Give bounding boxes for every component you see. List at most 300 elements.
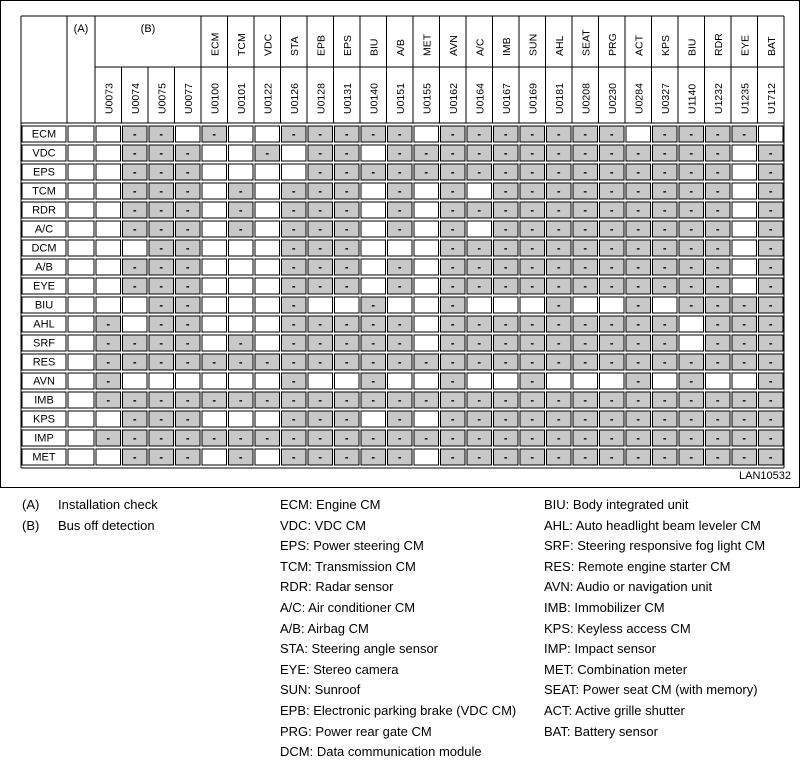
check-cell	[308, 297, 333, 313]
dash-mark: -	[424, 432, 429, 445]
dash-mark: -	[397, 451, 402, 464]
dash-mark: -	[318, 128, 323, 141]
legend-abbrev-item: VDC: VDC CM	[280, 517, 366, 533]
dash-mark: -	[742, 356, 747, 369]
dash-mark: -	[159, 242, 164, 255]
figure-id: LAN10532	[739, 470, 791, 482]
dtc-code-label: U0164	[474, 83, 487, 114]
check-cell	[149, 373, 174, 389]
check-cell	[467, 297, 492, 313]
dash-mark: -	[662, 318, 667, 331]
dash-mark: -	[318, 261, 323, 274]
check-cell	[68, 392, 94, 408]
dash-mark: -	[265, 432, 270, 445]
dash-mark: -	[689, 261, 694, 274]
dtc-code-label: U0284	[633, 83, 646, 114]
dash-mark: -	[715, 128, 720, 141]
dtc-code-label: U0155	[421, 83, 434, 114]
dash-mark: -	[344, 185, 349, 198]
dash-mark: -	[397, 261, 402, 274]
dash-mark: -	[715, 242, 720, 255]
dash-mark: -	[185, 185, 190, 198]
check-cell	[96, 259, 121, 275]
dtc-code-label: U0128	[315, 83, 328, 114]
legend-abbrev-item: STA: Steering angle sensor	[280, 641, 439, 657]
check-cell	[679, 316, 704, 332]
dash-mark: -	[609, 204, 614, 217]
dash-mark: -	[185, 147, 190, 160]
check-cell	[229, 240, 254, 256]
dash-mark: -	[583, 204, 588, 217]
dash-mark: -	[477, 128, 482, 141]
dtc-code-label: U0074	[129, 83, 142, 114]
check-cell	[229, 297, 254, 313]
check-cell	[414, 335, 439, 351]
dash-mark: -	[450, 204, 455, 217]
column-group-label: EPS	[341, 34, 354, 56]
check-cell	[732, 164, 757, 180]
dash-mark: -	[238, 394, 243, 407]
dash-mark: -	[636, 185, 641, 198]
dash-mark: -	[715, 394, 720, 407]
dash-mark: -	[609, 223, 614, 236]
check-cell	[123, 316, 148, 332]
dash-mark: -	[344, 337, 349, 350]
check-cell	[414, 316, 439, 332]
dash-mark: -	[477, 166, 482, 179]
dash-mark: -	[265, 356, 270, 369]
dash-mark: -	[185, 394, 190, 407]
dash-mark: -	[291, 337, 296, 350]
check-cell	[335, 373, 360, 389]
dash-mark: -	[503, 204, 508, 217]
dash-mark: -	[583, 261, 588, 274]
dash-mark: -	[503, 451, 508, 464]
check-cell	[96, 183, 121, 199]
dash-mark: -	[768, 356, 773, 369]
dash-mark: -	[556, 337, 561, 350]
check-cell	[361, 145, 386, 161]
check-cell	[732, 202, 757, 218]
check-cell	[361, 240, 386, 256]
dtc-code-label: U0140	[368, 83, 381, 114]
check-cell	[653, 373, 678, 389]
dash-mark: -	[477, 394, 482, 407]
dash-mark: -	[583, 432, 588, 445]
dash-mark: -	[556, 280, 561, 293]
dash-mark: -	[159, 394, 164, 407]
dash-mark: -	[662, 128, 667, 141]
dash-mark: -	[106, 318, 111, 331]
dash-mark: -	[768, 204, 773, 217]
dash-mark: -	[291, 394, 296, 407]
check-cell	[255, 202, 280, 218]
check-cell	[626, 126, 651, 142]
dash-mark: -	[318, 242, 323, 255]
dtc-code-label: U1235	[739, 83, 752, 114]
check-cell	[68, 164, 94, 180]
dash-mark: -	[132, 185, 137, 198]
legend-abbrev-item: AVN: Audio or navigation unit	[544, 579, 713, 595]
check-cell	[96, 278, 121, 294]
dash-mark: -	[556, 451, 561, 464]
dash-mark: -	[556, 242, 561, 255]
check-cell	[229, 411, 254, 427]
check-cell	[255, 221, 280, 237]
dash-mark: -	[318, 185, 323, 198]
dash-mark: -	[768, 185, 773, 198]
dash-mark: -	[212, 128, 217, 141]
dash-mark: -	[450, 337, 455, 350]
dash-mark: -	[344, 147, 349, 160]
dash-mark: -	[318, 394, 323, 407]
check-cell	[255, 449, 280, 465]
dtc-code-label: U0101	[235, 83, 248, 114]
dash-mark: -	[477, 280, 482, 293]
dash-mark: -	[132, 280, 137, 293]
column-group-label: BIU	[686, 38, 699, 56]
dash-mark: -	[291, 185, 296, 198]
check-cell	[255, 278, 280, 294]
dash-mark: -	[583, 280, 588, 293]
dash-mark: -	[159, 261, 164, 274]
row-label: A/C	[34, 223, 54, 236]
dash-mark: -	[768, 413, 773, 426]
check-cell	[96, 202, 121, 218]
check-cell	[68, 335, 94, 351]
dash-mark: -	[768, 242, 773, 255]
dtc-code-label: U0208	[580, 83, 593, 114]
dash-mark: -	[106, 337, 111, 350]
dash-mark: -	[662, 394, 667, 407]
check-cell	[68, 354, 94, 370]
dash-mark: -	[185, 299, 190, 312]
dash-mark: -	[768, 318, 773, 331]
dash-mark: -	[583, 394, 588, 407]
dash-mark: -	[768, 432, 773, 445]
dash-mark: -	[503, 128, 508, 141]
dash-mark: -	[477, 261, 482, 274]
dash-mark: -	[106, 394, 111, 407]
dash-mark: -	[185, 356, 190, 369]
legend-ab-code: (A)	[22, 497, 40, 512]
dash-mark: -	[609, 185, 614, 198]
dash-mark: -	[636, 356, 641, 369]
dash-mark: -	[689, 280, 694, 293]
check-cell	[388, 240, 413, 256]
dtc-code-label: U0162	[447, 83, 460, 114]
dash-mark: -	[450, 242, 455, 255]
dash-mark: -	[609, 128, 614, 141]
check-cell	[573, 373, 598, 389]
dash-mark: -	[185, 261, 190, 274]
dash-mark: -	[556, 223, 561, 236]
check-cell	[255, 240, 280, 256]
dtc-code-label: U0075	[156, 83, 169, 114]
check-cell	[282, 145, 307, 161]
dash-mark: -	[530, 318, 535, 331]
row-label: EYE	[32, 280, 56, 293]
column-group-label: MET	[421, 33, 434, 56]
legend-abbrev-item: RDR: Radar sensor	[280, 579, 394, 595]
check-cell	[68, 240, 94, 256]
check-cell	[414, 259, 439, 275]
check-cell	[202, 297, 227, 313]
check-cell	[706, 373, 731, 389]
check-cell	[414, 373, 439, 389]
dash-mark: -	[768, 261, 773, 274]
dash-mark: -	[530, 451, 535, 464]
dash-mark: -	[662, 261, 667, 274]
legend-abbrev-item: EYE: Stereo camera	[280, 661, 399, 677]
dash-mark: -	[185, 242, 190, 255]
legend-ab-text: Installation check	[58, 497, 158, 512]
dash-mark: -	[344, 223, 349, 236]
dash-mark: -	[503, 147, 508, 160]
dash-mark: -	[238, 204, 243, 217]
dash-mark: -	[583, 223, 588, 236]
legend-abbrev-item: SUN: Sunroof	[280, 682, 361, 698]
column-group-label: STA	[288, 36, 301, 56]
check-cell	[308, 373, 333, 389]
dash-mark: -	[503, 166, 508, 179]
check-cell	[653, 297, 678, 313]
check-cell	[732, 221, 757, 237]
check-cell	[255, 316, 280, 332]
check-cell	[202, 202, 227, 218]
dash-mark: -	[715, 166, 720, 179]
check-cell	[96, 240, 121, 256]
dash-mark: -	[291, 356, 296, 369]
check-cell	[68, 259, 94, 275]
check-cell	[414, 240, 439, 256]
dash-mark: -	[450, 413, 455, 426]
dash-mark: -	[583, 185, 588, 198]
dash-mark: -	[662, 166, 667, 179]
column-group-label: BAT	[765, 36, 778, 56]
dash-mark: -	[291, 280, 296, 293]
dash-mark: -	[503, 280, 508, 293]
dash-mark: -	[689, 356, 694, 369]
legend-abbrev-item: KPS: Keyless access CM	[544, 620, 691, 636]
dash-mark: -	[662, 242, 667, 255]
dash-mark: -	[742, 413, 747, 426]
dash-mark: -	[530, 261, 535, 274]
dash-mark: -	[159, 337, 164, 350]
check-cell	[123, 373, 148, 389]
dash-mark: -	[265, 147, 270, 160]
dash-mark: -	[185, 204, 190, 217]
dtc-code-label: U1232	[712, 83, 725, 114]
dash-mark: -	[609, 394, 614, 407]
dash-mark: -	[768, 166, 773, 179]
dash-mark: -	[371, 166, 376, 179]
check-cell	[68, 373, 94, 389]
legend-abbrev-item: A/C: Air conditioner CM	[280, 600, 416, 615]
dash-mark: -	[503, 432, 508, 445]
dash-mark: -	[450, 451, 455, 464]
dash-mark: -	[689, 147, 694, 160]
dash-mark: -	[185, 432, 190, 445]
check-cell	[732, 183, 757, 199]
dash-mark: -	[689, 185, 694, 198]
dtc-code-label: U0181	[553, 83, 566, 114]
dash-mark: -	[185, 337, 190, 350]
dash-mark: -	[715, 337, 720, 350]
dash-mark: -	[742, 394, 747, 407]
dash-mark: -	[477, 242, 482, 255]
dash-mark: -	[212, 356, 217, 369]
dash-mark: -	[715, 432, 720, 445]
check-cell	[68, 430, 94, 446]
column-group-label: VDC	[262, 33, 275, 56]
dash-mark: -	[503, 223, 508, 236]
legend-abbrev-item: SRF: Steering responsive fog light CM	[544, 538, 766, 554]
dash-mark: -	[132, 356, 137, 369]
installation-check-label: (A)	[73, 23, 89, 35]
dash-mark: -	[238, 451, 243, 464]
dash-mark: -	[318, 432, 323, 445]
dash-mark: -	[371, 318, 376, 331]
column-group-label: AHL	[553, 35, 566, 56]
check-cell	[202, 411, 227, 427]
check-cell	[202, 335, 227, 351]
dash-mark: -	[636, 451, 641, 464]
check-cell	[255, 411, 280, 427]
dash-mark: -	[689, 242, 694, 255]
check-cell	[361, 221, 386, 237]
check-cell	[68, 316, 94, 332]
check-cell	[202, 373, 227, 389]
check-cell	[68, 221, 94, 237]
check-cell	[229, 164, 254, 180]
dash-mark: -	[238, 337, 243, 350]
dash-mark: -	[106, 375, 111, 388]
dash-mark: -	[159, 128, 164, 141]
dash-mark: -	[583, 356, 588, 369]
dash-mark: -	[344, 318, 349, 331]
column-group-label: IMB	[500, 37, 513, 56]
dash-mark: -	[397, 166, 402, 179]
dash-mark: -	[768, 451, 773, 464]
dash-mark: -	[503, 261, 508, 274]
check-cell	[202, 183, 227, 199]
dash-mark: -	[609, 242, 614, 255]
dash-mark: -	[450, 185, 455, 198]
dash-mark: -	[132, 128, 137, 141]
column-group-label: A/B	[394, 39, 407, 56]
dash-mark: -	[477, 204, 482, 217]
dash-mark: -	[424, 394, 429, 407]
dash-mark: -	[609, 318, 614, 331]
dash-mark: -	[689, 128, 694, 141]
dash-mark: -	[185, 280, 190, 293]
legend-ab-code: (B)	[22, 518, 40, 533]
legend-ab-item	[22, 516, 155, 536]
dash-mark: -	[132, 223, 137, 236]
dtc-code-label: U1140	[686, 83, 699, 114]
dash-mark: -	[238, 356, 243, 369]
dash-mark: -	[768, 394, 773, 407]
dash-mark: -	[768, 223, 773, 236]
check-cell	[123, 297, 148, 313]
dash-mark: -	[424, 356, 429, 369]
dash-mark: -	[689, 166, 694, 179]
legend-abbrev-item: ECM: Engine CM	[280, 497, 381, 512]
dash-mark: -	[689, 375, 694, 388]
dash-mark: -	[238, 223, 243, 236]
dash-mark: -	[371, 299, 376, 312]
check-cell	[176, 373, 201, 389]
bus-off-label: (B)	[140, 23, 156, 35]
dash-mark: -	[291, 451, 296, 464]
row-label: EPS	[32, 166, 56, 179]
dash-mark: -	[556, 413, 561, 426]
column-group-label: EPB	[315, 34, 328, 56]
dash-mark: -	[662, 337, 667, 350]
dash-mark: -	[397, 128, 402, 141]
check-cell	[96, 164, 121, 180]
dash-mark: -	[344, 128, 349, 141]
dash-mark: -	[503, 413, 508, 426]
dash-mark: -	[450, 280, 455, 293]
check-cell	[732, 240, 757, 256]
legend-abbrev-item: MET: Combination meter	[544, 661, 688, 677]
dash-mark: -	[689, 451, 694, 464]
check-cell	[255, 183, 280, 199]
dash-mark: -	[715, 147, 720, 160]
dash-mark: -	[636, 204, 641, 217]
dash-mark: -	[530, 356, 535, 369]
check-cell	[759, 126, 784, 142]
dash-mark: -	[556, 356, 561, 369]
check-cell	[494, 297, 519, 313]
legend	[0, 493, 804, 767]
dash-mark: -	[742, 337, 747, 350]
check-cell	[202, 240, 227, 256]
check-cell	[202, 449, 227, 465]
dash-mark: -	[159, 299, 164, 312]
dash-mark: -	[318, 280, 323, 293]
check-cell	[123, 240, 148, 256]
dash-mark: -	[318, 356, 323, 369]
dash-mark: -	[530, 185, 535, 198]
dash-mark: -	[318, 451, 323, 464]
dash-mark: -	[132, 337, 137, 350]
dash-mark: -	[556, 147, 561, 160]
legend-abbrev-item: IMB: Immobilizer CM	[544, 600, 665, 615]
check-cell	[229, 145, 254, 161]
dash-mark: -	[371, 451, 376, 464]
dash-mark: -	[159, 185, 164, 198]
check-cell	[282, 164, 307, 180]
row-label: DCM	[31, 242, 57, 255]
check-cell	[202, 145, 227, 161]
check-cell	[96, 145, 121, 161]
check-cell	[494, 373, 519, 389]
dash-mark: -	[238, 185, 243, 198]
dash-mark: -	[609, 261, 614, 274]
dash-mark: -	[318, 318, 323, 331]
check-cell	[68, 202, 94, 218]
dash-mark: -	[397, 413, 402, 426]
dash-mark: -	[609, 280, 614, 293]
column-group-label: PRG	[606, 33, 619, 56]
dash-mark: -	[371, 432, 376, 445]
column-group-label: ACT	[633, 35, 646, 56]
dtc-code-label: U0073	[103, 83, 116, 114]
legend-ab-item	[22, 495, 158, 515]
